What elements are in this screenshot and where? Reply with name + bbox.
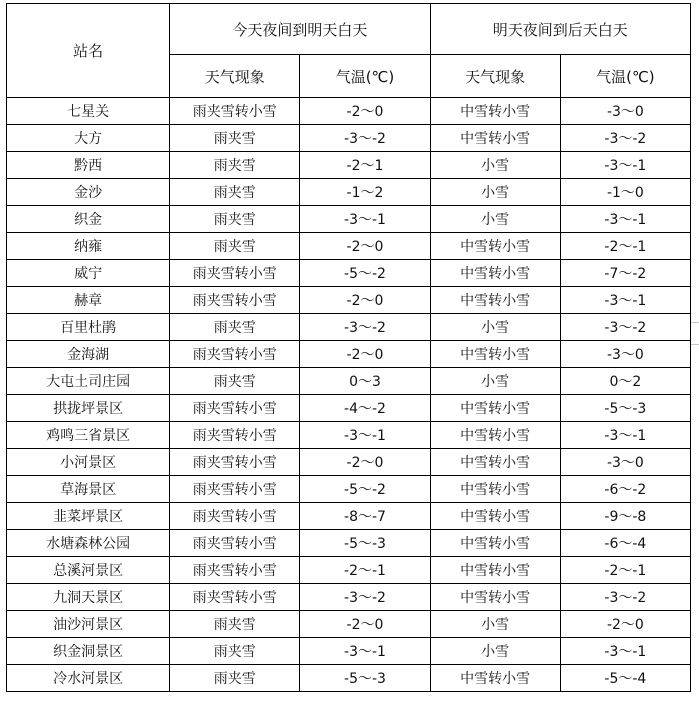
period2-temp-cell: -3～-1 (560, 206, 690, 233)
period2-header: 明天夜间到后天白天 (430, 4, 690, 55)
period2-weather-cell: 中雪转小雪 (430, 665, 560, 692)
table-row (7, 584, 691, 611)
period1-weather-cell: 雨夹雪 (170, 314, 300, 341)
table-row (7, 503, 691, 530)
table-row (7, 98, 691, 125)
period2-weather-cell: 中雪转小雪 (430, 341, 560, 368)
period2-weather-cell: 小雪 (430, 179, 560, 206)
period1-temp-cell: -3～-2 (300, 314, 430, 341)
period1-temp-cell: -2～0 (300, 611, 430, 638)
period1-temp-cell: -8～-7 (300, 503, 430, 530)
period2-weather-cell: 中雪转小雪 (430, 476, 560, 503)
period2-temp-cell: -3～-1 (560, 422, 690, 449)
period1-weather-cell: 雨夹雪 (170, 368, 300, 395)
period2-temp-cell: -9～-8 (560, 503, 690, 530)
table-row (7, 125, 691, 152)
period2-temp-cell: -3～-2 (560, 584, 690, 611)
period1-weather-cell: 雨夹雪 (170, 611, 300, 638)
period2-temp-header: 气温(℃) (560, 55, 690, 98)
period1-temp-cell: -5～-2 (300, 260, 430, 287)
period2-temp-cell: -2～-1 (560, 557, 690, 584)
period1-temp-cell: -3～-1 (300, 206, 430, 233)
station-name-cell: 威宁 (7, 260, 170, 287)
period1-weather-cell: 雨夹雪转小雪 (170, 287, 300, 314)
station-name-cell: 水塘森林公园 (7, 530, 170, 557)
forecast-table (6, 3, 691, 692)
station-name-cell: 韭菜坪景区 (7, 503, 170, 530)
period1-temp-cell: -2～0 (300, 287, 430, 314)
period2-temp-cell: -3～-2 (560, 314, 690, 341)
period1-temp-cell: -5～-3 (300, 665, 430, 692)
table-row (7, 314, 691, 341)
period1-weather-cell: 雨夹雪转小雪 (170, 503, 300, 530)
period2-weather-cell: 中雪转小雪 (430, 557, 560, 584)
period1-weather-cell: 雨夹雪转小雪 (170, 476, 300, 503)
period1-weather-cell: 雨夹雪 (170, 206, 300, 233)
table-row (7, 449, 691, 476)
period2-temp-cell: -3～0 (560, 98, 690, 125)
station-name-cell: 九洞天景区 (7, 584, 170, 611)
period2-weather-cell: 中雪转小雪 (430, 287, 560, 314)
station-name-cell: 百里杜鹃 (7, 314, 170, 341)
period1-weather-cell: 雨夹雪转小雪 (170, 98, 300, 125)
period1-temp-cell: -2～1 (300, 152, 430, 179)
table-row (7, 638, 691, 665)
period1-weather-cell: 雨夹雪 (170, 233, 300, 260)
table-row (7, 287, 691, 314)
station-name-cell: 鸡鸣三省景区 (7, 422, 170, 449)
station-name-cell: 拱拢坪景区 (7, 395, 170, 422)
period2-weather-cell: 中雪转小雪 (430, 503, 560, 530)
period1-temp-cell: -2～0 (300, 449, 430, 476)
period2-weather-cell: 小雪 (430, 638, 560, 665)
station-name-cell: 油沙河景区 (7, 611, 170, 638)
period1-temp-cell: -3～-1 (300, 638, 430, 665)
period1-temp-cell: -2～0 (300, 341, 430, 368)
table-header (7, 4, 691, 98)
period2-temp-cell: -3～0 (560, 341, 690, 368)
period1-weather-cell: 雨夹雪转小雪 (170, 260, 300, 287)
period1-weather-cell: 雨夹雪转小雪 (170, 530, 300, 557)
period2-temp-cell: -6～-2 (560, 476, 690, 503)
period2-temp-cell: -1～0 (560, 179, 690, 206)
period2-temp-cell: -2～-1 (560, 233, 690, 260)
period2-temp-cell: -5～-4 (560, 665, 690, 692)
station-name-cell: 冷水河景区 (7, 665, 170, 692)
period2-temp-cell: -6～-4 (560, 530, 690, 557)
page-edge-mark (691, 344, 699, 345)
table-row (7, 476, 691, 503)
period1-weather-cell: 雨夹雪转小雪 (170, 395, 300, 422)
period1-temp-cell: -2～-1 (300, 557, 430, 584)
period1-weather-cell: 雨夹雪转小雪 (170, 557, 300, 584)
period2-temp-cell: -3～-2 (560, 125, 690, 152)
table-row (7, 665, 691, 692)
period1-temp-cell: -5～-3 (300, 530, 430, 557)
station-name-cell: 金沙 (7, 179, 170, 206)
period2-temp-cell: -7～-2 (560, 260, 690, 287)
period2-weather-cell: 中雪转小雪 (430, 422, 560, 449)
period2-weather-cell: 中雪转小雪 (430, 395, 560, 422)
period1-weather-cell: 雨夹雪转小雪 (170, 341, 300, 368)
period1-temp-cell: -2～0 (300, 233, 430, 260)
period2-weather-cell: 小雪 (430, 206, 560, 233)
page-edge-mark (691, 322, 699, 323)
period2-weather-cell: 小雪 (430, 611, 560, 638)
period1-weather-cell: 雨夹雪转小雪 (170, 584, 300, 611)
table-row (7, 530, 691, 557)
station-name-cell: 大方 (7, 125, 170, 152)
station-name-cell: 黔西 (7, 152, 170, 179)
period2-weather-cell: 小雪 (430, 368, 560, 395)
table-body (7, 98, 691, 692)
period1-weather-header: 天气现象 (170, 55, 300, 98)
table-row (7, 206, 691, 233)
period2-weather-cell: 小雪 (430, 152, 560, 179)
table-row (7, 179, 691, 206)
period1-header: 今天夜间到明天白天 (170, 4, 430, 55)
period1-temp-cell: -3～-2 (300, 125, 430, 152)
period1-temp-cell: -5～-2 (300, 476, 430, 503)
station-name-cell: 织金 (7, 206, 170, 233)
table-row (7, 611, 691, 638)
period2-temp-cell: -3～-1 (560, 287, 690, 314)
station-name-cell: 金海湖 (7, 341, 170, 368)
period2-weather-cell: 中雪转小雪 (430, 530, 560, 557)
period1-temp-cell: 0～3 (300, 368, 430, 395)
period1-weather-cell: 雨夹雪转小雪 (170, 422, 300, 449)
table-row (7, 557, 691, 584)
period2-temp-cell: -2～0 (560, 611, 690, 638)
station-name-cell: 草海景区 (7, 476, 170, 503)
period1-temp-cell: -4～-2 (300, 395, 430, 422)
period1-weather-cell: 雨夹雪 (170, 152, 300, 179)
table-row (7, 422, 691, 449)
station-name-cell: 织金洞景区 (7, 638, 170, 665)
station-name-cell: 纳雍 (7, 233, 170, 260)
table-row (7, 260, 691, 287)
period2-weather-header: 天气现象 (430, 55, 560, 98)
period1-temp-cell: -2～0 (300, 98, 430, 125)
period1-weather-cell: 雨夹雪 (170, 179, 300, 206)
station-name-cell: 小河景区 (7, 449, 170, 476)
station-name-cell: 总溪河景区 (7, 557, 170, 584)
table-row (7, 152, 691, 179)
header-row-periods (7, 4, 691, 55)
period2-temp-cell: -3～-1 (560, 152, 690, 179)
period2-temp-cell: 0～2 (560, 368, 690, 395)
period1-weather-cell: 雨夹雪 (170, 665, 300, 692)
period2-weather-cell: 中雪转小雪 (430, 233, 560, 260)
period2-weather-cell: 中雪转小雪 (430, 449, 560, 476)
station-name-cell: 大屯土司庄园 (7, 368, 170, 395)
table-row (7, 233, 691, 260)
table-row (7, 341, 691, 368)
period1-weather-cell: 雨夹雪转小雪 (170, 449, 300, 476)
period1-temp-cell: -1～2 (300, 179, 430, 206)
period2-weather-cell: 中雪转小雪 (430, 584, 560, 611)
period2-temp-cell: -3～0 (560, 449, 690, 476)
period1-weather-cell: 雨夹雪 (170, 125, 300, 152)
station-header: 站名 (7, 4, 170, 98)
period2-weather-cell: 小雪 (430, 314, 560, 341)
period2-weather-cell: 中雪转小雪 (430, 125, 560, 152)
period2-temp-cell: -5～-3 (560, 395, 690, 422)
period2-temp-cell: -3～-1 (560, 638, 690, 665)
station-name-cell: 七星关 (7, 98, 170, 125)
period1-temp-cell: -3～-2 (300, 584, 430, 611)
period1-temp-header: 气温(℃) (300, 55, 430, 98)
table-row (7, 368, 691, 395)
period2-weather-cell: 中雪转小雪 (430, 98, 560, 125)
station-name-cell: 赫章 (7, 287, 170, 314)
table-row (7, 395, 691, 422)
period2-weather-cell: 中雪转小雪 (430, 260, 560, 287)
period1-weather-cell: 雨夹雪 (170, 638, 300, 665)
period1-temp-cell: -3～-1 (300, 422, 430, 449)
